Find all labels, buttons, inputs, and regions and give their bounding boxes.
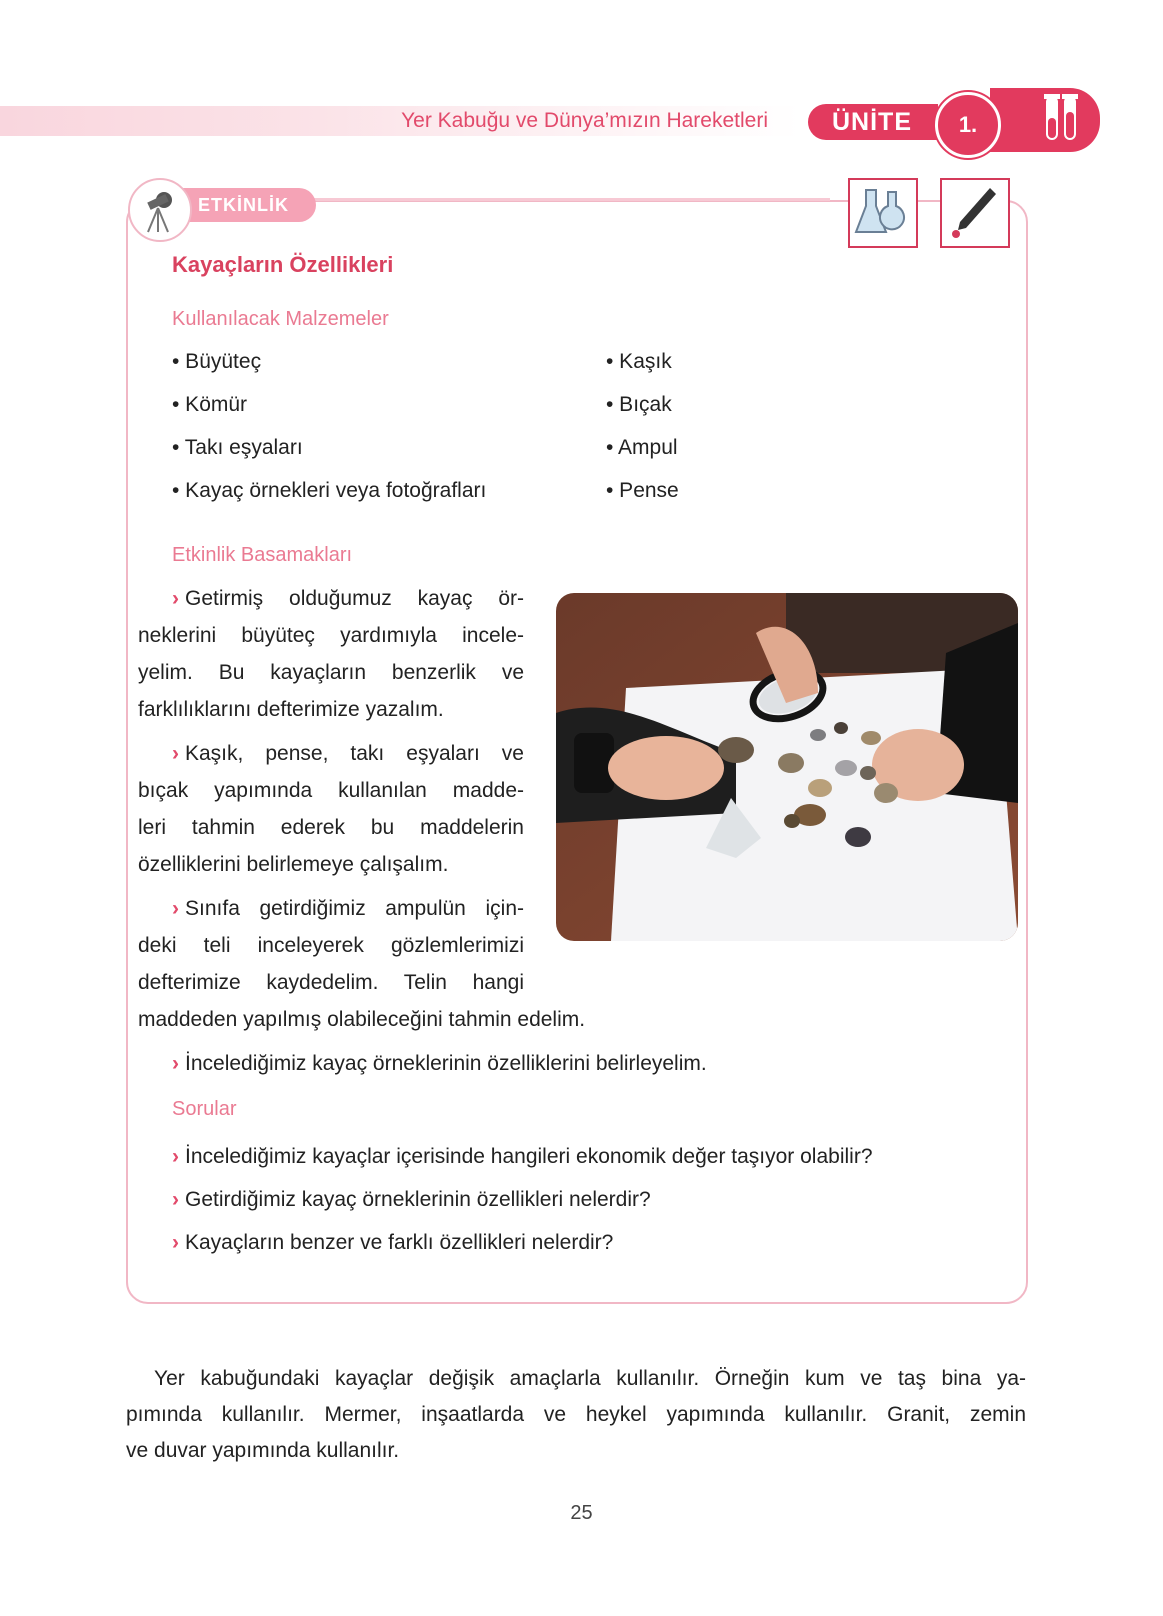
unit-number: 1.: [935, 92, 1001, 158]
step-line: › İncelediğimiz kayaç örneklerinin özelliklerini belirleyelim.: [172, 1052, 707, 1075]
activity-title: Kayaçların Özellikleri: [172, 252, 394, 277]
step-line: yelim. Bu kayaçların benzerlik ve: [138, 661, 524, 684]
step-line: › Kaşık, pense, takı eşyaları ve: [172, 742, 524, 765]
question-item: › İncelediğimiz kayaçlar içerisinde hangileri ekonomik değer taşıyor olabilir?: [172, 1145, 873, 1168]
chevron-right-icon: ›: [172, 1231, 179, 1254]
step-line: defterimize kaydedelim. Telin hangi: [138, 971, 524, 994]
chevron-right-icon: ›: [172, 1052, 179, 1075]
material-item: • Kaşık: [606, 350, 672, 373]
question-item: › Getirdiğimiz kayaç örneklerinin özellikleri nelerdir?: [172, 1188, 651, 1211]
step-line: › Getirmiş olduğumuz kayaç ör-: [172, 587, 524, 610]
flask-icon: [848, 178, 918, 248]
test-tube-icon: [990, 88, 1100, 152]
step-line: bıçak yapımında kullanılan madde-: [138, 779, 524, 802]
paragraph-line: Yer kabuğundaki kayaçlar değişik amaçlarla kullanılır. Örneğin kum ve taş bina ya-: [154, 1367, 1026, 1390]
chevron-right-icon: ›: [172, 742, 179, 765]
unit-label: ÜNİTE: [808, 104, 938, 140]
chevron-right-icon: ›: [172, 897, 179, 920]
rock-samples-photo: [556, 593, 1018, 941]
material-item: • Bıçak: [606, 393, 672, 416]
materials-heading: Kullanılacak Malzemeler: [172, 308, 389, 330]
chevron-right-icon: ›: [172, 587, 179, 610]
page-number: 25: [570, 1502, 593, 1524]
step-line: özelliklerini belirlemeye çalışalım.: [138, 853, 449, 876]
paragraph-line: pımında kullanılır. Mermer, inşaatlarda ve heykel yapımında kullanılır. Granit, zemin: [126, 1403, 1026, 1426]
material-item: • Pense: [606, 479, 679, 502]
telescope-icon: [128, 178, 192, 242]
step-line: farklılıklarını defterimize yazalım.: [138, 698, 444, 721]
step-line: maddeden yapılmış olabileceğini tahmin edelim.: [138, 1008, 586, 1031]
step-line: › Sınıfa getirdiğimiz ampulün için-: [172, 897, 524, 920]
chevron-right-icon: ›: [172, 1188, 179, 1211]
activity-top-line: [290, 198, 830, 201]
material-item: • Büyüteç: [172, 350, 262, 373]
chapter-title: Yer Kabuğu ve Dünya’mızın Hareketleri: [401, 109, 768, 132]
pen-icon: [940, 178, 1010, 248]
material-item: • Takı eşyaları: [172, 436, 303, 459]
step-line: leri tahmin ederek bu maddelerin: [138, 816, 524, 839]
step-line: neklerini büyüteç yardımıyla incele-: [138, 624, 524, 647]
unit-tab: [990, 88, 1100, 152]
paragraph-line: ve duvar yapımında kullanılır.: [126, 1439, 400, 1462]
step-line: deki teli inceleyerek gözlemlerimizi: [138, 934, 524, 957]
material-item: • Kömür: [172, 393, 248, 416]
question-item: › Kayaçların benzer ve farklı özellikleri nelerdir?: [172, 1231, 614, 1254]
questions-heading: Sorular: [172, 1098, 237, 1120]
chevron-right-icon: ›: [172, 1145, 179, 1168]
material-item: • Ampul: [606, 436, 678, 459]
material-item: • Kayaç örnekleri veya fotoğrafları: [172, 479, 487, 502]
activity-tag: ETKİNLİK: [178, 188, 316, 222]
steps-heading: Etkinlik Basamakları: [172, 544, 353, 566]
